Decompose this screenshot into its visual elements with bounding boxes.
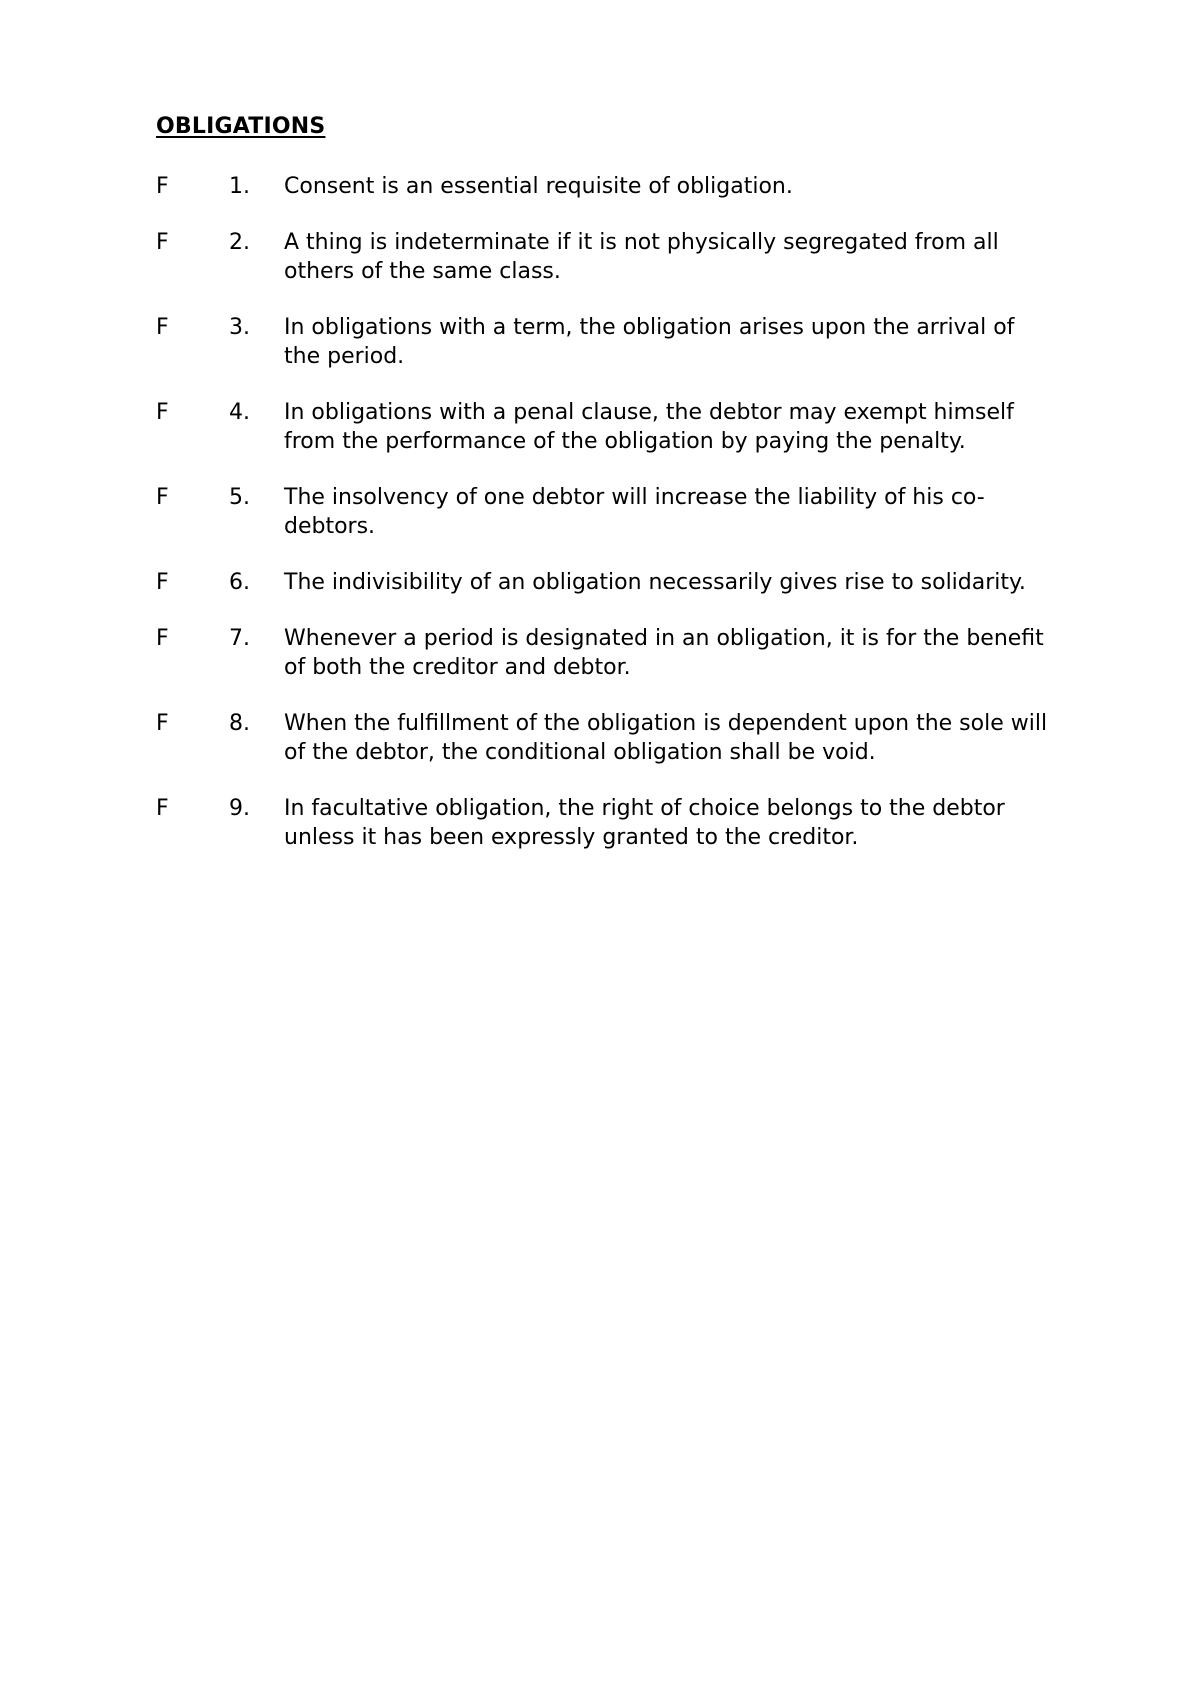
question-number: 2. <box>229 230 250 255</box>
question-number: 3. <box>229 315 250 340</box>
answer-label: F <box>156 485 169 510</box>
question-item <box>156 228 1056 286</box>
question-item <box>156 398 1056 456</box>
question-item <box>156 313 1056 371</box>
question-text: A thing is indeterminate if it is not physically segregated from all others of the same class. <box>284 230 999 284</box>
question-text: The insolvency of one debtor will increase the liability of his co-debtors. <box>284 485 985 539</box>
answer-label: F <box>156 230 169 255</box>
question-item <box>156 624 1056 682</box>
question-number: 1. <box>229 174 250 199</box>
question-number: 8. <box>229 711 250 736</box>
question-text: The indivisibility of an obligation necessarily gives rise to solidarity. <box>284 570 1026 595</box>
question-text: In facultative obligation, the right of choice belongs to the debtor unless it has been expressly granted to the creditor. <box>284 796 1005 850</box>
question-number: 5. <box>229 485 250 510</box>
answer-label: F <box>156 400 169 425</box>
question-item <box>156 709 1056 767</box>
question-item <box>156 794 1056 852</box>
question-text: Consent is an essential requisite of obligation. <box>284 174 793 199</box>
question-number: 9. <box>229 796 250 821</box>
answer-label: F <box>156 315 169 340</box>
question-item <box>156 483 1056 541</box>
page-title: OBLIGATIONS <box>156 114 326 139</box>
question-text: In obligations with a penal clause, the debtor may exempt himself from the performance of the obligation by paying the penalty. <box>284 400 1014 454</box>
question-number: 4. <box>229 400 250 425</box>
question-text: When the fulfillment of the obligation is dependent upon the sole will of the debtor, the conditional obligation shall be void. <box>284 711 1048 765</box>
question-text: Whenever a period is designated in an obligation, it is for the benefit of both the creditor and debtor. <box>284 626 1044 680</box>
question-text: In obligations with a term, the obligation arises upon the arrival of the period. <box>284 315 1015 369</box>
answer-label: F <box>156 174 169 199</box>
answer-label: F <box>156 711 169 736</box>
answer-label: F <box>156 626 169 651</box>
answer-label: F <box>156 570 169 595</box>
question-item <box>156 568 1056 597</box>
question-list <box>156 172 1056 879</box>
answer-label: F <box>156 796 169 821</box>
question-item <box>156 172 1056 201</box>
question-number: 7. <box>229 626 250 651</box>
question-number: 6. <box>229 570 250 595</box>
